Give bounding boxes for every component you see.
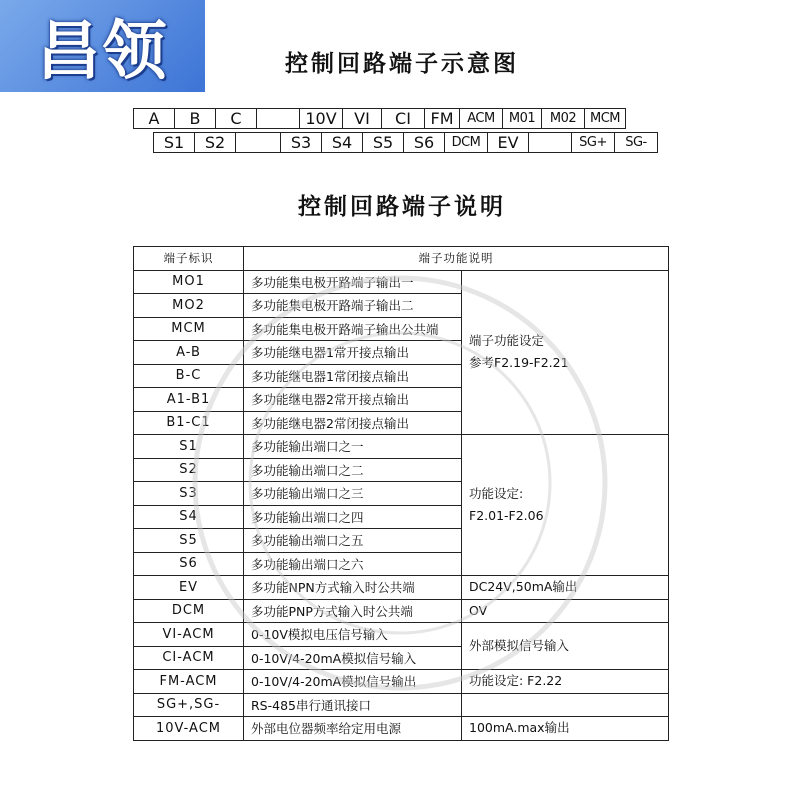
terminal-cell: EV (487, 132, 529, 153)
description-title: 控制回路端子说明 (298, 194, 506, 220)
terminal-function: 多功能NPN方式输入时公共端 (244, 576, 462, 600)
fm-note: 功能设定: F2.22 (462, 670, 669, 694)
terminal-function: 多功能集电极开路端子输出公共端 (244, 317, 462, 341)
analog-input-note: 外部模拟信号输入 (462, 623, 669, 670)
terminal-cell: DCM (444, 132, 488, 153)
terminal-label: MO1 (134, 270, 244, 294)
terminal-cell: ACM (459, 108, 503, 129)
terminal-cell: 10V (299, 108, 343, 129)
terminal-cell: MCM (584, 108, 626, 129)
terminal-function: RS-485串行通讯接口 (244, 693, 462, 717)
table-row (134, 623, 669, 647)
terminal-label: DCM (134, 599, 244, 623)
terminal-function: 多功能输出端口之四 (244, 505, 462, 529)
terminal-label: B1-C1 (134, 411, 244, 435)
terminal-label: S1 (134, 435, 244, 459)
terminal-cell: S1 (153, 132, 195, 153)
terminal-function: 多功能输出端口之一 (244, 435, 462, 459)
terminal-label: S6 (134, 552, 244, 576)
terminal-cell: SG+ (571, 132, 615, 153)
terminal-cell-empty (528, 132, 572, 153)
terminal-label: FM-ACM (134, 670, 244, 694)
terminal-function: 多功能输出端口之五 (244, 529, 462, 553)
terminal-function: 多功能继电器2常开接点输出 (244, 388, 462, 412)
terminal-cell: B (174, 108, 216, 129)
terminal-label: VI-ACM (134, 623, 244, 647)
input-setting-note (462, 435, 669, 576)
terminal-function: 0-10V模拟电压信号输入 (244, 623, 462, 647)
terminal-cell: FM (424, 108, 460, 129)
table-row (134, 599, 669, 623)
terminal-cell-empty (256, 108, 300, 129)
terminal-label: B-C (134, 364, 244, 388)
relay-note-line2: 参考F2.19-F2.21 (469, 355, 569, 371)
terminal-label: A1-B1 (134, 388, 244, 412)
terminal-cell: M01 (502, 108, 542, 129)
terminal-cell: VI (342, 108, 382, 129)
table-row (134, 693, 669, 717)
terminal-function: 多功能集电极开路端子输出一 (244, 270, 462, 294)
terminal-description-table (133, 246, 669, 741)
terminal-row-bottom (153, 132, 657, 153)
terminal-function: 0-10V/4-20mA模拟信号输入 (244, 646, 462, 670)
diagram-title: 控制回路端子示意图 (285, 51, 519, 77)
terminal-label: 10V-ACM (134, 717, 244, 741)
terminal-label: S4 (134, 505, 244, 529)
terminal-cell: S3 (280, 132, 322, 153)
terminal-cell: SG- (614, 132, 658, 153)
brand-logo: 昌领 (0, 0, 205, 92)
terminal-function: 多功能继电器1常闭接点输出 (244, 364, 462, 388)
input-note-line1: 功能设定: (469, 486, 524, 501)
ev-note: DC24V,50mA输出 (462, 576, 669, 600)
relay-setting-note (462, 270, 669, 435)
terminal-function: 0-10V/4-20mA模拟信号输出 (244, 670, 462, 694)
terminal-cell-empty (235, 132, 281, 153)
rs485-note-empty (462, 693, 669, 717)
terminal-cell: A (133, 108, 175, 129)
terminal-label: EV (134, 576, 244, 600)
pot-note: 100mA.max输出 (462, 717, 669, 741)
terminal-cell: S5 (362, 132, 404, 153)
table-row (134, 270, 669, 294)
terminal-cell: S4 (321, 132, 363, 153)
terminal-function: 多功能输出端口之三 (244, 482, 462, 506)
dcm-note: OV (462, 599, 669, 623)
terminal-label: MO2 (134, 294, 244, 318)
terminal-function: 多功能继电器2常闭接点输出 (244, 411, 462, 435)
terminal-label: CI-ACM (134, 646, 244, 670)
table-header-row (134, 247, 669, 271)
terminal-function: 多功能继电器1常开接点输出 (244, 341, 462, 365)
terminal-function: 多功能输出端口之六 (244, 552, 462, 576)
terminal-function: 外部电位器频率给定用电源 (244, 717, 462, 741)
terminal-label: S3 (134, 482, 244, 506)
terminal-label: S5 (134, 529, 244, 553)
table-row (134, 717, 669, 741)
terminal-row-top (133, 108, 625, 129)
terminal-function: 多功能集电极开路端子输出二 (244, 294, 462, 318)
terminal-label: A-B (134, 341, 244, 365)
terminal-cell: S2 (194, 132, 236, 153)
relay-note-line1: 端子功能设定 (469, 333, 545, 349)
terminal-function: 多功能输出端口之二 (244, 458, 462, 482)
terminal-cell: S6 (403, 132, 445, 153)
header-terminal: 端子标识 (134, 247, 244, 271)
table-row (134, 576, 669, 600)
terminal-label: MCM (134, 317, 244, 341)
terminal-cell: C (215, 108, 257, 129)
header-function: 端子功能说明 (244, 247, 669, 271)
terminal-label: S2 (134, 458, 244, 482)
terminal-label: SG+,SG- (134, 693, 244, 717)
table-row (134, 435, 669, 459)
terminal-cell: M02 (541, 108, 585, 129)
input-note-line2: F2.01-F2.06 (469, 508, 544, 523)
terminal-function: 多功能PNP方式输入时公共端 (244, 599, 462, 623)
table-row (134, 670, 669, 694)
terminal-cell: CI (381, 108, 425, 129)
